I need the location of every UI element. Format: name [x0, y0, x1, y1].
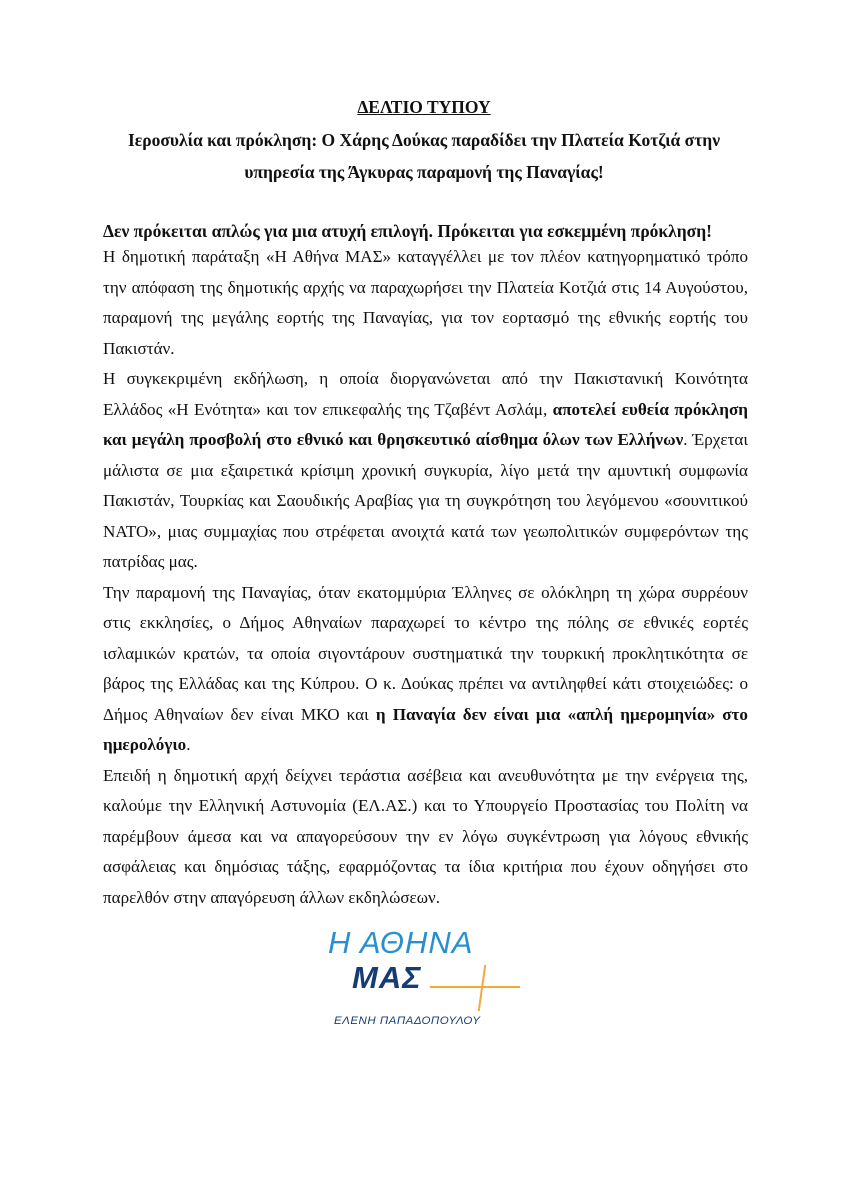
- paragraph-3-part-a: Την παραμονή της Παναγίας, όταν εκατομμύρια Έλληνες σε ολόκληρη τη χώρα συρρέουν στις εκκλησίες, ο Δήμος Αθηναίων παραχωρεί το κέντρο της πόλης σε εθνικές εορτές ισλαμικών κρατών, τα οποία σιγοντάρουν συστηματικά την τουρκική προκλητικότητα σε βάρος της Ελλάδας και της Κύπρου. Ο κ. Δούκας πρέπει να αντιληφθεί κάτι στοιχειώδες: ο Δήμος Αθηναίων δεν είναι ΜΚΟ και: [103, 582, 748, 724]
- paragraph-3: [103, 578, 748, 761]
- body-text: [103, 242, 748, 913]
- logo-cross-horizontal: [430, 986, 520, 988]
- logo-cross-vertical: [478, 965, 486, 1011]
- paragraph-4: Επειδή η δημοτική αρχή δείχνει τεράστια ασέβεια και ανευθυνότητα με την ενέργεια της, καλούμε την Ελληνική Αστυνομία (ΕΛ.ΑΣ.) και το Υπουργείο Προστασίας του Πολίτη να παρέμβουν άμεσα και να απαγορεύσουν την εν λόγω συγκέντρωση για λόγους εθνικής ασφάλειας και δημόσιας τάξης, εφαρμόζοντας τα ίδια κριτήρια που έχουν οδηγήσει στο παρελθόν στην απαγόρευση άλλων εκδηλώσεων.: [103, 765, 748, 907]
- paragraph-2-part-c: . Έρχεται μάλιστα σε μια εξαιρετικά κρίσιμη χρονική συγκυρία, λίγο μετά την αμυντική συμφωνία Πακιστάν, Τουρκίας και Σαουδικής Αραβίας για τη συγκρότηση του λεγόμενου «σουνιτικού ΝΑΤΟ», μιας συμμαχίας που στρέφεται ανοιχτά κατά των γεωπολιτικών συμφερόντων της πατρίδας μας.: [103, 430, 748, 571]
- headline-line-1: Ιεροσυλία και πρόκληση: Ο Χάρης Δούκας παραδίδει την Πλατεία Κοτζιά στην: [127, 130, 721, 150]
- logo-line-2: ΜΑΣ: [352, 960, 422, 995]
- paragraph-1: Η δημοτική παράταξη «Η Αθήνα ΜΑΣ» καταγγέλλει με τον πλέον κατηγορηματικό τρόπο την απόφαση της δημοτικής αρχής να παραχωρήσει την Πλατεία Κοτζιά στις 14 Αυγούστου, παραμονή της μεγάλης εορτής της Παναγίας, για τον εορτασμό της εθνικής εορτής του Πακιστάν.: [103, 247, 748, 358]
- paragraph-3-bold: η Παναγία δεν είναι μια «απλή ημερομηνία» στο ημερολόγιο: [103, 704, 748, 754]
- lead-sentence: Δεν πρόκειται απλώς για μια ατυχή επιλογή. Πρόκειται για εσκεμμένη πρόκληση!: [103, 221, 712, 241]
- paragraph-2-bold: αποτελεί ευθεία πρόκληση και μεγάλη προσβολή στο εθνικό και θρησκευτικό αίσθημα όλων των Ελλήνων: [103, 399, 748, 449]
- logo-line-1: Η ΑΘΗΝΑ: [328, 925, 474, 960]
- paragraph-2: [103, 364, 748, 578]
- paragraph-3-part-c: .: [186, 735, 191, 754]
- athina-mas-logo: [325, 925, 525, 1035]
- logo-subtitle: ΕΛΕΝΗ ΠΑΠΑΔΟΠΟΥΛΟΥ: [334, 1015, 481, 1027]
- press-release-label: ΔΕΛΤΙΟ ΤΥΠΟΥ: [357, 97, 491, 117]
- paragraph-2-part-a: Η συγκεκριμένη εκδήλωση, η οποία διοργανώνεται από την Πακιστανική Κοινότητα Ελλάδος «Η Ενότητα» και τον επικεφαλής της Τζαβέντ Ασλάμ,: [103, 369, 748, 419]
- headline-line-2: υπηρεσία της Άγκυρας παραμονή της Παναγίας!: [244, 162, 604, 182]
